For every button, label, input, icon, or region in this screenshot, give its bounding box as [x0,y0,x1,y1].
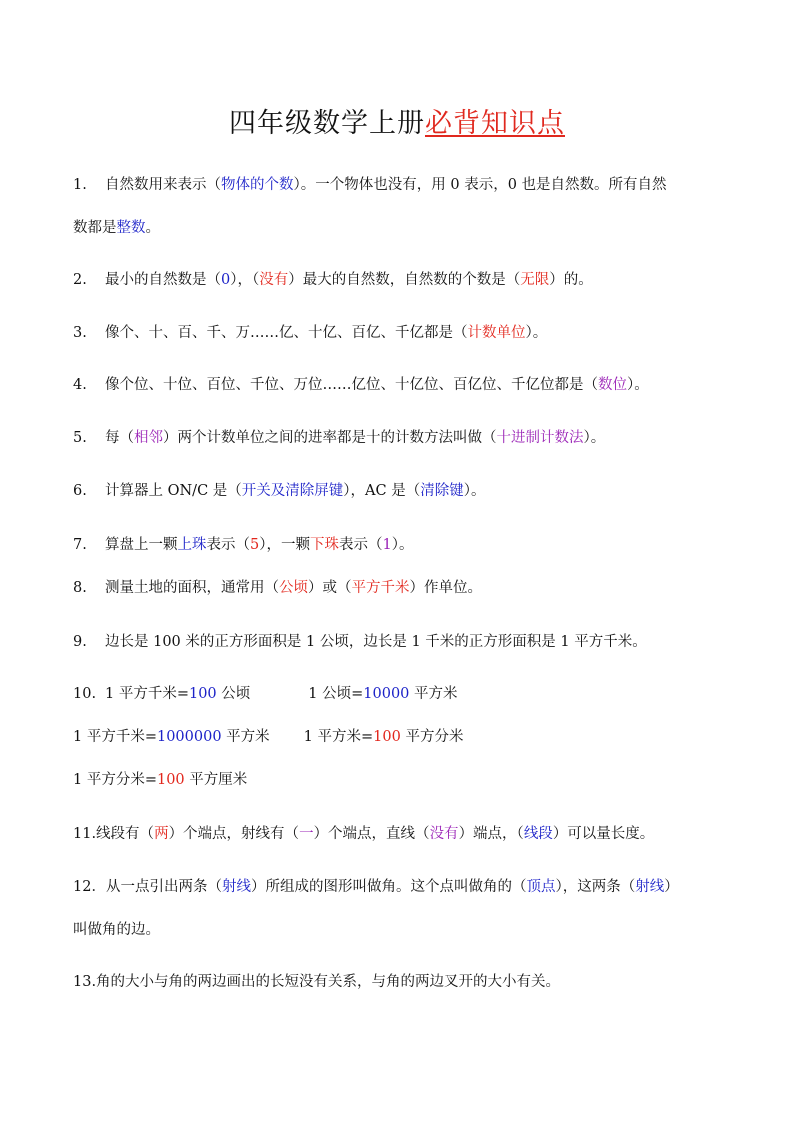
item-number: 3. [73,325,87,341]
text-segment: 像个位、十位、百位、千位、万位……亿位、十亿位、百亿位、千亿位都是（ [105,377,598,393]
text-segment: ），AC 是（ [343,483,421,499]
text-segment: 表示（ [338,537,383,553]
item-number: 1. [73,177,87,193]
text-segment: ）。 [627,377,649,393]
answer-highlight: 0 [221,272,231,288]
text-segment: 表示（ [206,537,250,553]
text-segment: ）可以量长度。 [552,826,655,842]
text-segment: 1 平方千米= [73,729,157,745]
text-line [73,920,160,940]
text-line [73,824,654,844]
text-line [73,535,413,555]
text-segment: 边长是 100 米的正方形面积是 1 公顷，边长是 1 千米的正方形面积是 1 平方千米。 [105,634,647,650]
text-segment: ）。 [583,430,606,446]
text-line [73,323,547,343]
text-segment: 1 平方分米= [73,772,157,788]
text-segment: ）个端点，直线（ [313,826,430,842]
answer-highlight: 5 [250,537,260,553]
text-segment: ）。一个物体也没有，用 0 表示，0 也是自然数。所有自然 [293,177,667,193]
text-segment: ），这两条（ [555,879,636,895]
answer-highlight: 没有 [429,826,459,842]
text-segment: ）。 [525,325,548,341]
text-line [73,684,458,704]
item-number: 7. [73,537,87,553]
text-segment: 数都是 [73,220,117,236]
text-segment: 1 公顷= [308,686,364,702]
text-segment: 叫做角的边。 [73,922,160,938]
answer-highlight: 1 [382,537,392,553]
answer-highlight: 整数 [116,220,146,236]
text-segment: ）。 [463,483,486,499]
answer-highlight: 上珠 [177,537,207,553]
text-segment: ）作单位。 [409,580,482,596]
answer-highlight: 100 [188,686,217,702]
text-segment: 平方分米 [400,729,464,745]
text-segment: 自然数用来表示（ [105,177,221,193]
text-segment: ） [664,879,679,895]
page-title [0,106,794,142]
answer-highlight: 数位 [598,377,627,393]
item-number: 8. [73,580,87,596]
text-line [73,877,679,897]
text-segment: 平方米 [221,729,270,745]
title-main: 四年级数学上册 [229,108,425,139]
text-segment: 12．从一点引出两条（ [73,879,222,895]
item-number: 4. [73,377,87,393]
text-segment: ）或（ [308,580,352,596]
text-segment: ）个端点，射线有（ [168,826,300,842]
text-segment: 平方米 [409,686,458,702]
text-segment: 每（ [105,430,134,446]
text-line [73,632,647,652]
answer-highlight: 开关及清除屏键 [241,483,344,499]
text-segment: ）。 [391,537,414,553]
text-segment: 公顷 [216,686,251,702]
text-segment: 像个、十、百、千、万……亿、十亿、百亿、千亿都是（ [105,325,468,341]
text-segment: 计算器上 ON/C 是（ [105,483,242,499]
answer-highlight: 计数单位 [467,325,526,341]
answer-highlight: 无限 [520,272,550,288]
text-segment: ）所组成的图形叫做角。这个点叫做角的（ [250,879,527,895]
text-segment: 最小的自然数是（ [105,272,221,288]
text-segment: ）的。 [549,272,593,288]
text-segment: 测量土地的面积，通常用（ [105,580,279,596]
item-number: 9. [73,634,87,650]
answer-highlight: 射线 [221,879,251,895]
text-segment: ）两个计数单位之间的进率都是十的计数方法叫做（ [163,430,497,446]
answer-highlight: 1000000 [156,729,222,745]
text-segment: 13.角的大小与角的两边画出的长短没有关系，与角的两边叉开的大小有关。 [73,974,561,990]
answer-highlight: 一 [299,826,314,842]
item-number: 5. [73,430,87,446]
answer-highlight: 相邻 [134,430,163,446]
answer-highlight: 平方千米 [351,580,410,596]
item-number: 6. [73,483,87,499]
text-segment: ）最大的自然数，自然数的个数是（ [288,272,521,288]
text-line [73,972,560,992]
answer-highlight: 十进制计数法 [496,430,584,446]
answer-highlight: 没有 [259,272,289,288]
answer-highlight: 物体的个数 [221,177,294,193]
text-segment: ）端点，（ [458,826,524,842]
text-segment: 11.线段有（ [73,826,155,842]
item-number: 10. [73,686,97,702]
text-segment: 1 平方米= [303,729,374,745]
text-line [73,428,605,448]
answer-highlight: 两 [154,826,169,842]
text-segment: 。 [145,220,160,236]
text-segment: ），（ [230,272,260,288]
answer-highlight: 射线 [635,879,665,895]
answer-highlight: 清除键 [420,483,464,499]
text-line [73,270,593,290]
answer-highlight: 顶点 [526,879,556,895]
text-line [73,218,160,238]
text-segment: 1 平方千米= [105,686,189,702]
item-number: 2. [73,272,87,288]
text-line [73,727,463,747]
answer-highlight: 线段 [523,826,553,842]
text-line [73,770,247,790]
answer-highlight: 下珠 [309,537,339,553]
answer-highlight: 10000 [363,686,410,702]
text-line [73,578,482,598]
text-segment: 平方厘米 [184,772,248,788]
text-line [73,481,485,501]
title-highlight: 必背知识点 [425,108,565,139]
answer-highlight: 100 [156,772,185,788]
answer-highlight: 公顷 [279,580,308,596]
answer-highlight: 100 [373,729,401,745]
text-line [73,175,667,195]
text-segment: 算盘上一颗 [105,537,178,553]
text-segment: ），一颗 [259,537,310,553]
text-line [73,375,649,395]
